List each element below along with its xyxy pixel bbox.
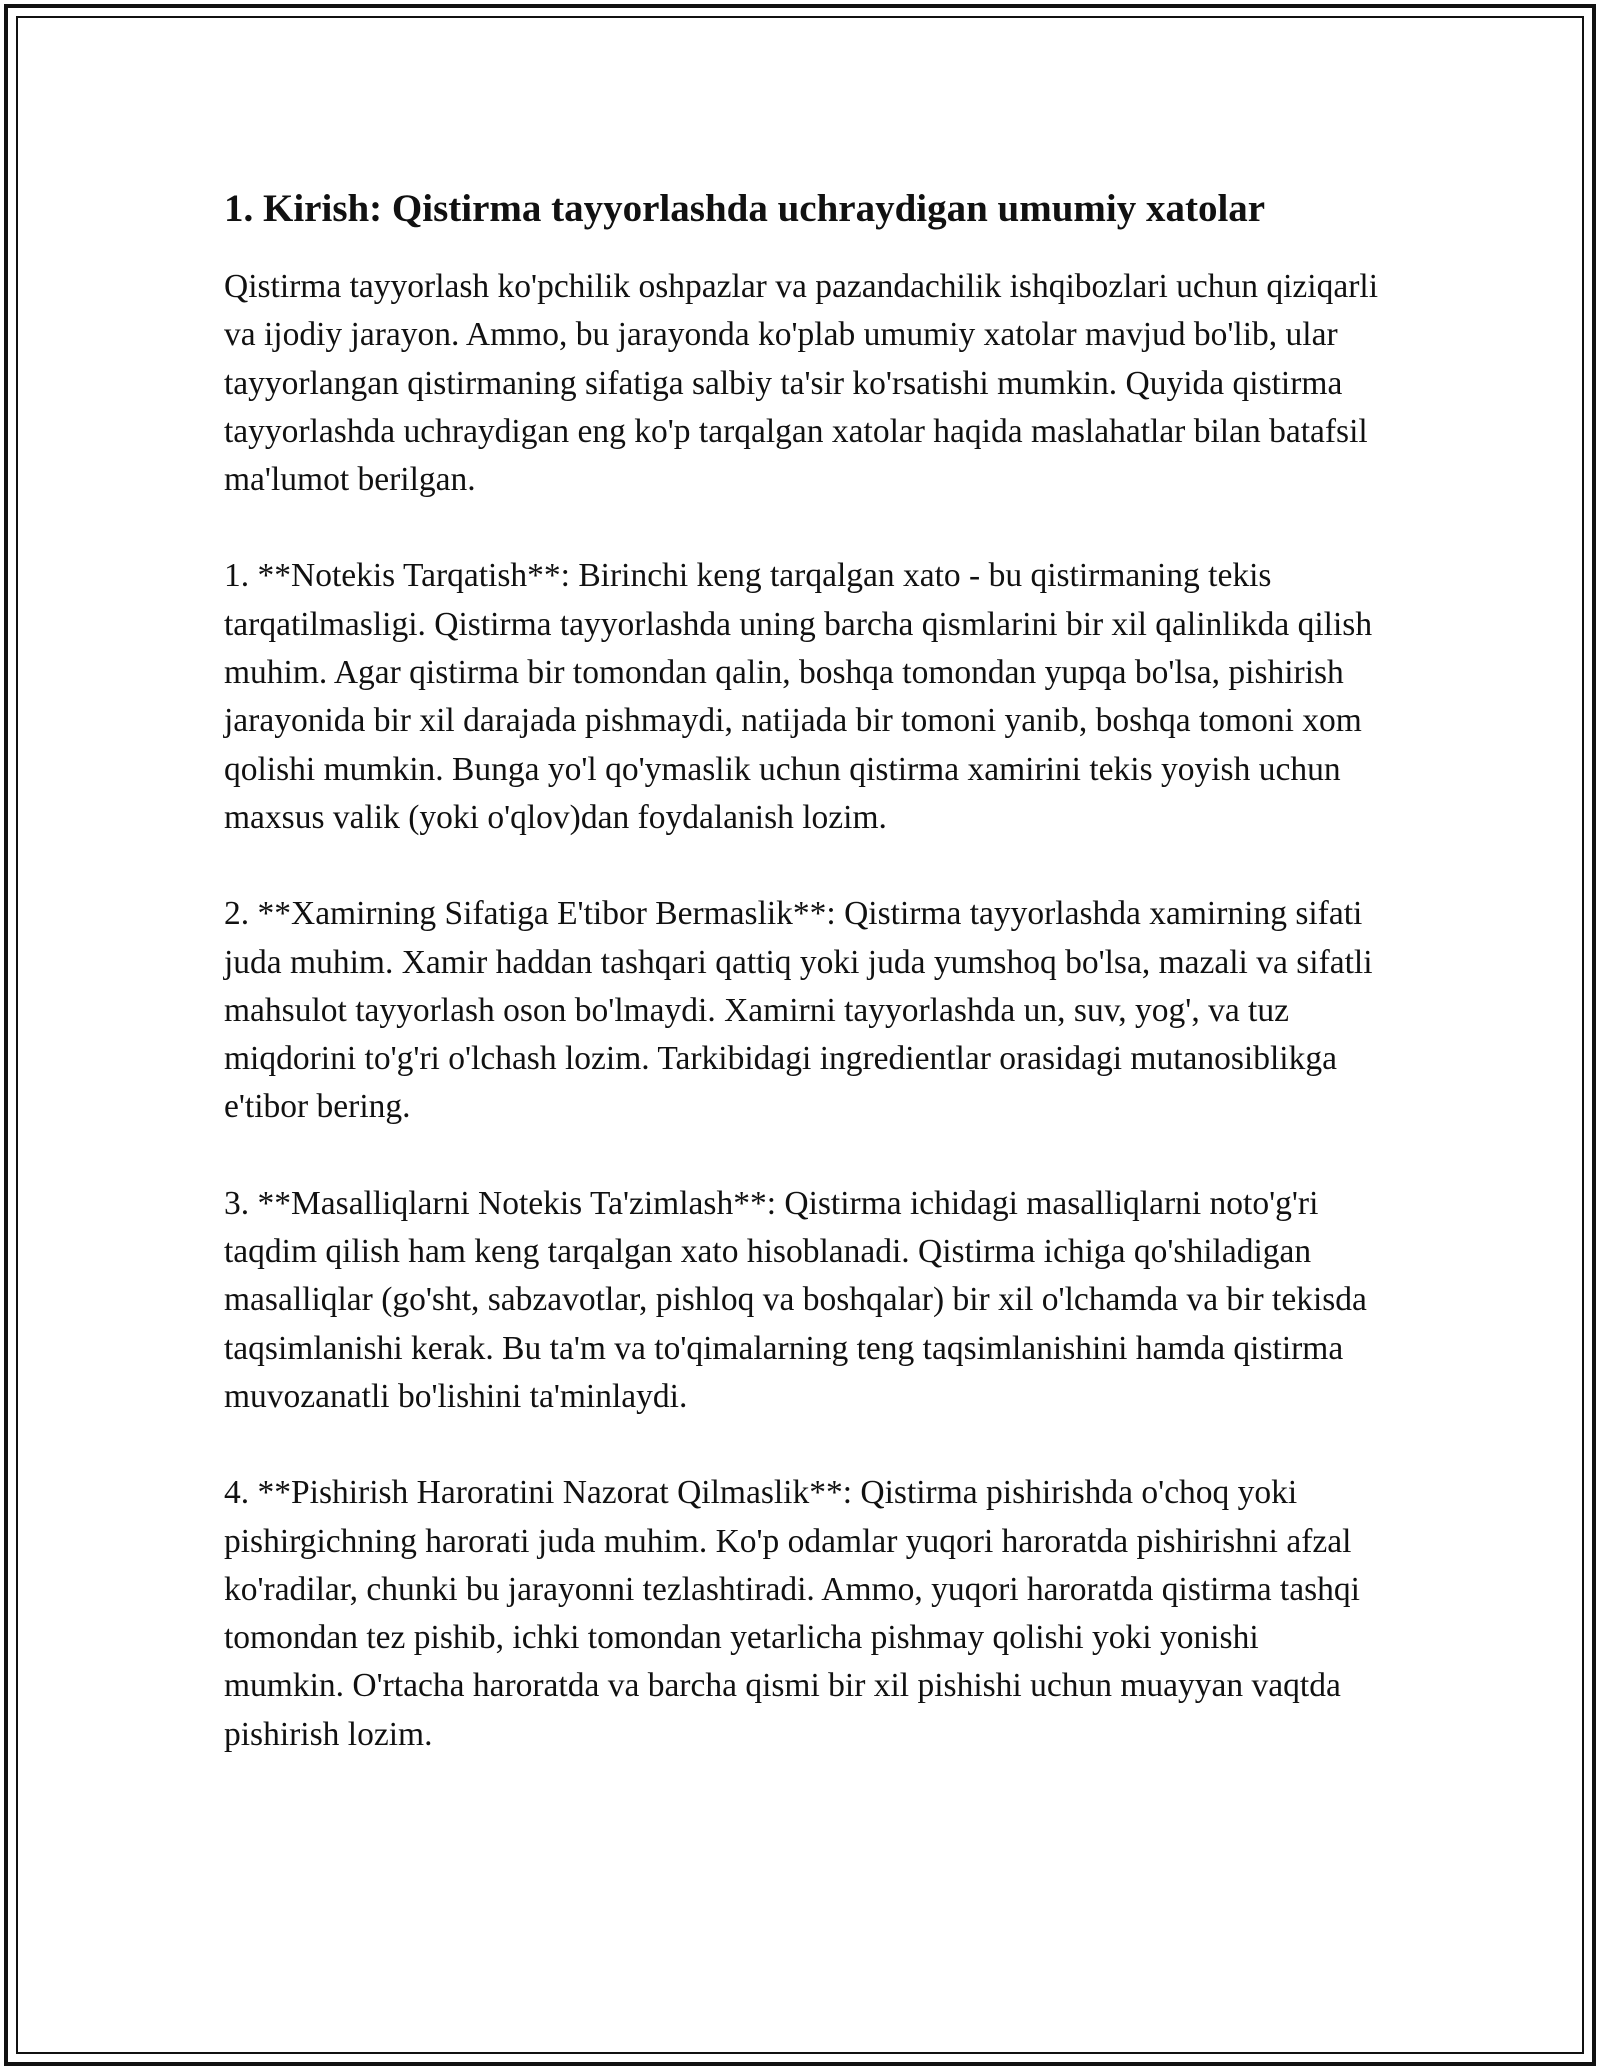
paragraph-filling-distribution: 3. **Masalliqlarni Notekis Ta'zimlash**: Qistirma ichidagi masalliqlarni noto'g'ri taqdim qilish ham keng tarqalgan xato hisoblanadi. Qistirma ichiga qo'shiladigan masalliqlar (go'sht, sabzavotlar, pishloq va boshqalar) bir xil o'lchamda va bir tekisda taqsimlanishi kerak. Bu ta'm va to'qimalarning teng taqsimlanishini hamda qistirma muvozanatli bo'lishini ta'minlaydi. bbox=[224, 1184, 1367, 1415]
paragraph-dough-quality: 2. **Xamirning Sifatiga E'tibor Bermaslik**: Qistirma tayyorlashda xamirning sifati juda muhim. Xamir haddan tashqari qattiq yoki juda yumshoq bo'lsa, mazali va sifatli mahsulot tayyorlash oson bo'lmaydi. Xamirni tayyorlashda un, suv, yog', va tuz miqdorini to'g'ri o'lchash lozim. Tarkibidagi ingredientlar orasidagi mutanosiblikga e'tibor bering. bbox=[224, 895, 1373, 1126]
intro-paragraph: Qistirma tayyorlash ko'pchilik oshpazlar va pazandachilik ishqibozlari uchun qiziqarli va ijodiy jarayon. Ammo, bu jarayonda ko'plab umumiy xatolar mavjud bo'lib, ular tayyorlangan qistirmaning sifatiga salbiy ta'sir ko'rsatishi mumkin. Quyida qistirma tayyorlashda uchraydigan eng ko'p tarqalgan xatolar haqida maslahatlar bilan batafsil ma'lumot berilgan. bbox=[224, 268, 1378, 499]
page-title: 1. Kirish: Qistirma tayyorlashda uchraydigan umumiy xatolar bbox=[224, 187, 1266, 230]
document-body bbox=[224, 185, 1384, 1807]
paragraph-uneven-spreading: 1. **Notekis Tarqatish**: Birinchi keng tarqalgan xato - bu qistirmaning tekis tarqatilmasligi. Qistirma tayyorlashda uning barcha qismlarini bir xil qalinlikda qilish muhim. Agar qistirma bir tomondan qalin, boshqa tomondan yupqa bo'lsa, pishirish jarayonida bir xil darajada pishmaydi, natijada bir tomoni yanib, boshqa tomoni xom qolishi mumkin. Bunga yo'l qo'ymaslik uchun qistirma xamirini tekis yoyish uchun maxsus valik (yoki o'qlov)dan foydalanish lozim. bbox=[224, 557, 1373, 836]
paragraph-baking-temperature: 4. **Pishirish Haroratini Nazorat Qilmaslik**: Qistirma pishirishda o'choq yoki pishirgichning harorati juda muhim. Ko'p odamlar yuqori haroratda pishirishni afzal ko'radilar, chunki bu jarayonni tezlashtiradi. Ammo, yuqori haroratda qistirma tashqi tomondan tez pishib, ichki tomondan yetarlicha pishmay qolishi yoki yonishi mumkin. O'rtacha haroratda va barcha qismi bir xil pishishi uchun muayyan vaqtda pishirish lozim. bbox=[224, 1474, 1360, 1753]
